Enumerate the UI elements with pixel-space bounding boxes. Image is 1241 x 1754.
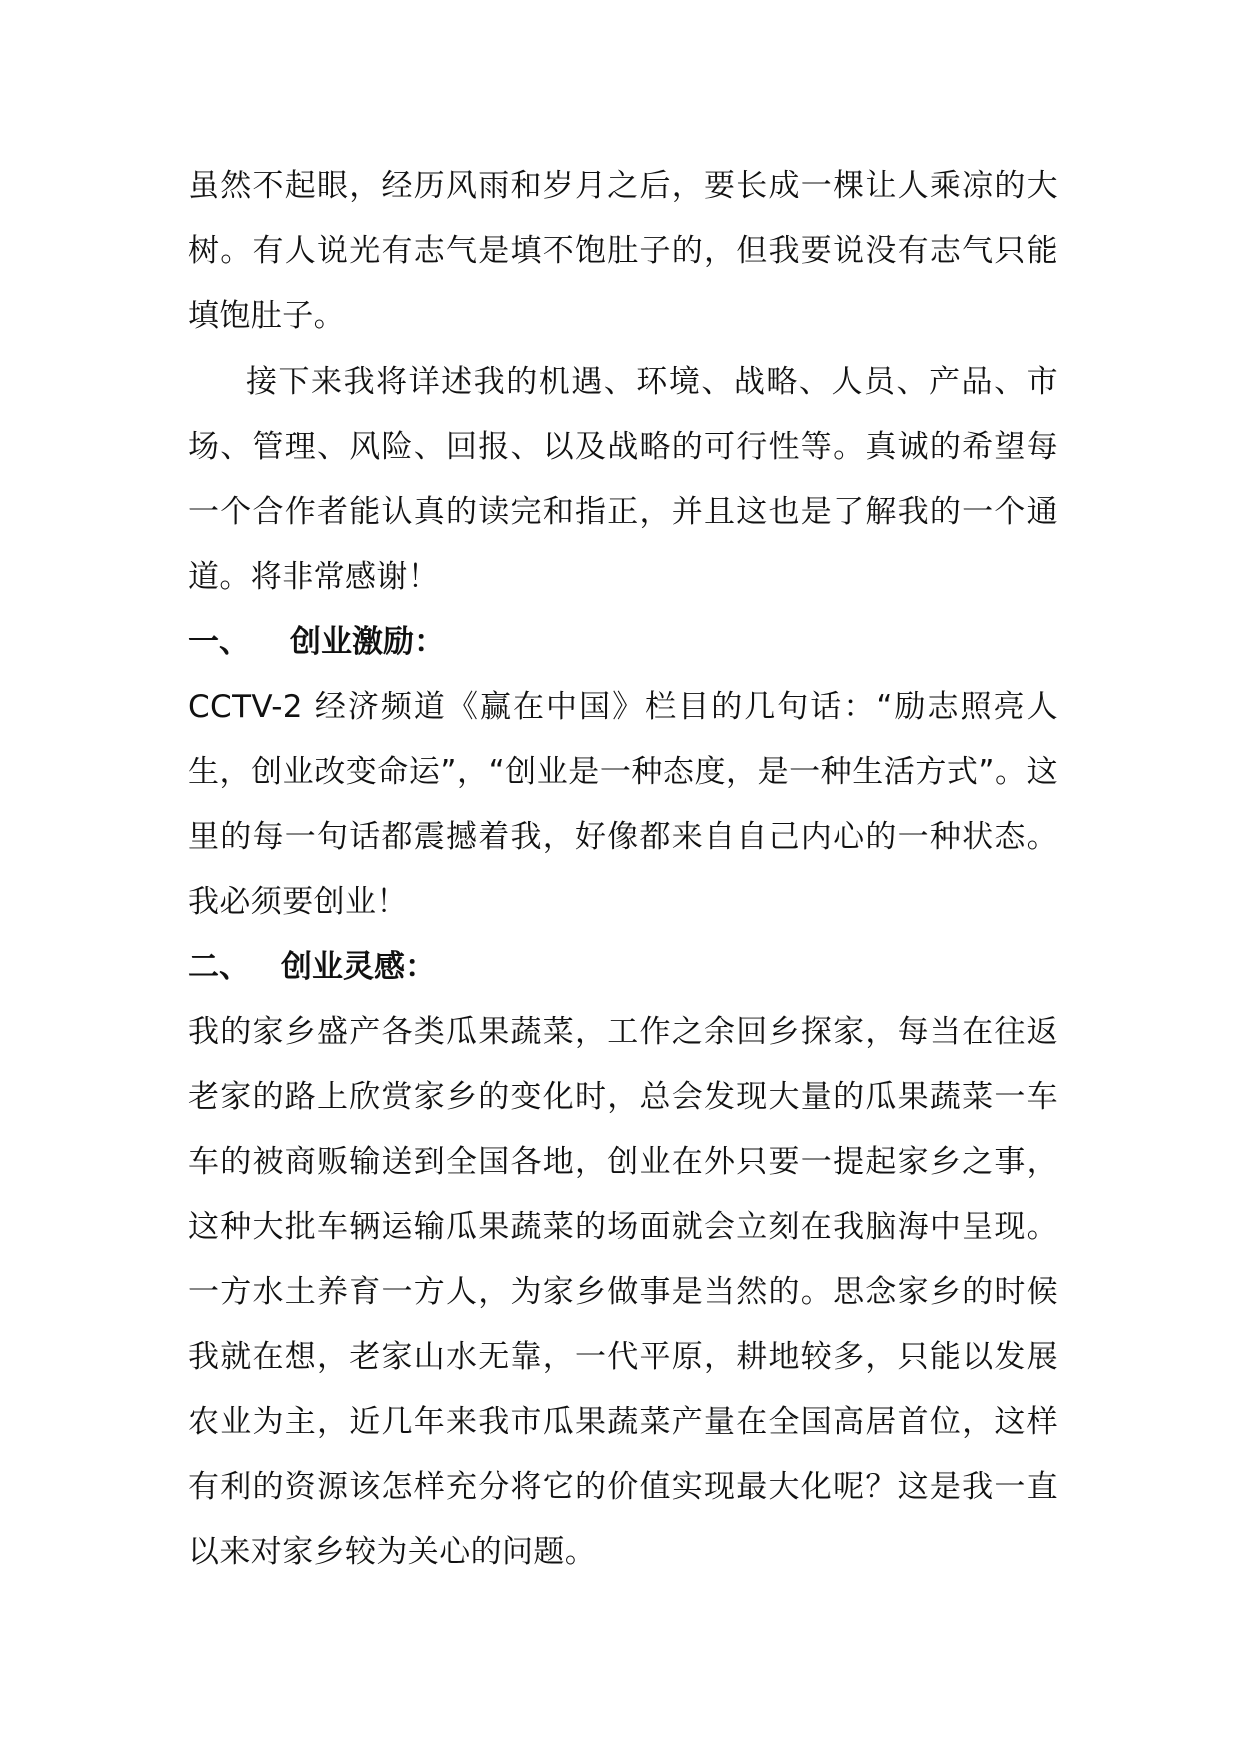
- section-title: 创业激励：: [290, 624, 445, 660]
- section-heading-inspiration: [188, 935, 436, 1000]
- section-heading-motivation: [188, 610, 445, 675]
- paragraph-intro-continued: 虽然不起眼，经历风雨和岁月之后，要长成一棵让人乘凉的大树。有人说光有志气是填不饱肚子的，但我要说没有志气只能填饱肚子。: [188, 168, 1058, 334]
- section-number: 一、: [188, 624, 250, 660]
- section-title: 创业灵感：: [281, 949, 436, 985]
- paragraph-overview: 接下来我将详述我的机遇、环境、战略、人员、产品、市场、管理、风险、回报、以及战略的可行性等。真诚的希望每一个合作者能认真的读完和指正，并且这也是了解我的一个通道。将非常感谢！: [188, 364, 1058, 595]
- paragraph-inspiration: 我的家乡盛产各类瓜果蔬菜，工作之余回乡探家，每当在往返老家的路上欣赏家乡的变化时，总会发现大量的瓜果蔬菜一车车的被商贩输送到全国各地，创业在外只要一提起家乡之事，这种大批车辆运输瓜果蔬菜的场面就会立刻在我脑海中呈现。一方水土养育一方人，为家乡做事是当然的。思念家乡的时候我就在想，老家山水无靠，一代平原，耕地较多，只能以发展农业为主，近几年来我市瓜果蔬菜产量在全国高居首位，这样有利的资源该怎样充分将它的价值实现最大化呢？这是我一直以来对家乡较为关心的问题。: [188, 1014, 1058, 1570]
- paragraph-motivation: CCTV-2 经济频道《赢在中国》栏目的几句话：“励志照亮人生，创业改变命运”，“创业是一种态度，是一种生活方式”。这里的每一句话都震撼着我，好像都来自自己内心的一种状态。我必须要创业！: [188, 689, 1058, 920]
- section-number: 二、: [188, 949, 250, 985]
